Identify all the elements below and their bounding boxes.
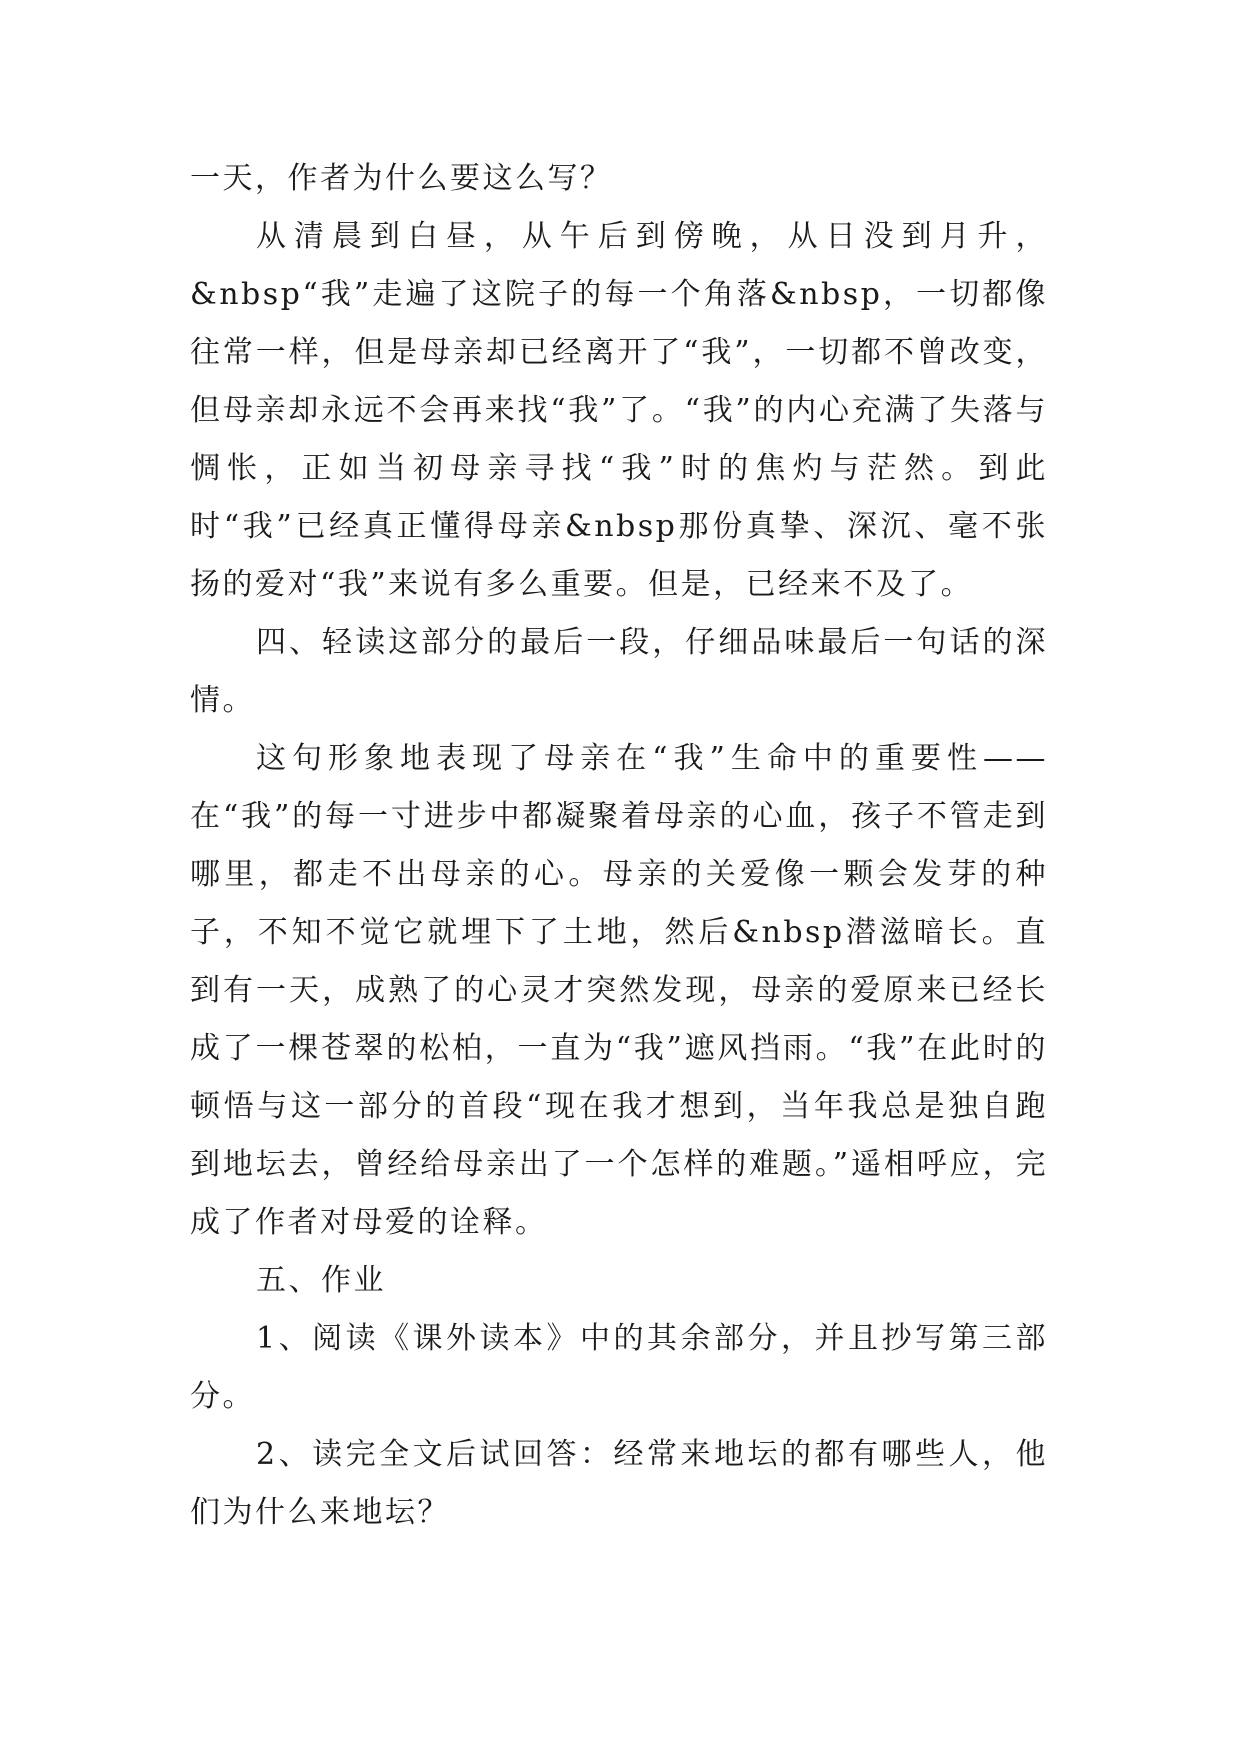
homework-item-2: 2、读完全文后试回答：经常来地坛的都有哪些人，他们为什么来地坛？	[190, 1437, 1048, 1530]
homework-item-1: 1、阅读《课外读本》中的其余部分，并且抄写第三部分。	[190, 1321, 1048, 1414]
document-body	[190, 150, 1048, 1542]
paragraph-interpretation: 这句形象地表现了母亲在“我”生命中的重要性——在“我”的每一寸进步中都凝聚着母亲的心血，孩子不管走到哪里，都走不出母亲的心。母亲的关爱像一颗会发芽的种子，不知不觉它就埋下了土地，然后&nbsp潜滋暗长。直到有一天，成熟了的心灵才突然发现，母亲的爱原来已经长成了一棵苍翠的松柏，一直为“我”遮风挡雨。“我”在此时的顿悟与这一部分的首段“现在我才想到，当年我总是独自跑到地坛去，曾经给母亲出了一个怎样的难题。”遥相呼应，完成了作者对母爱的诠释。	[190, 741, 1048, 1240]
paragraph-section-five-heading: 五、作业	[256, 1263, 386, 1298]
paragraph-section-four: 四、轻读这部分的最后一段，仔细品味最后一句话的深情。	[190, 625, 1048, 718]
paragraph-analysis: 从清晨到白昼，从午后到傍晚，从日没到月升，&nbsp“我”走遍了这院子的每一个角落&nbsp，一切都像往常一样，但是母亲却已经离开了“我”，一切都不曾改变，但母亲却永远不会再来找“我”了。“我”的内心充满了失落与惆怅，正如当初母亲寻找“我”时的焦灼与茫然。到此时“我”已经真正懂得母亲&nbsp那份真挚、深沉、毫不张扬的爱对“我”来说有多么重要。但是，已经来不及了。	[190, 219, 1048, 602]
paragraph-continuation: 一天，作者为什么要这么写？	[190, 161, 613, 196]
